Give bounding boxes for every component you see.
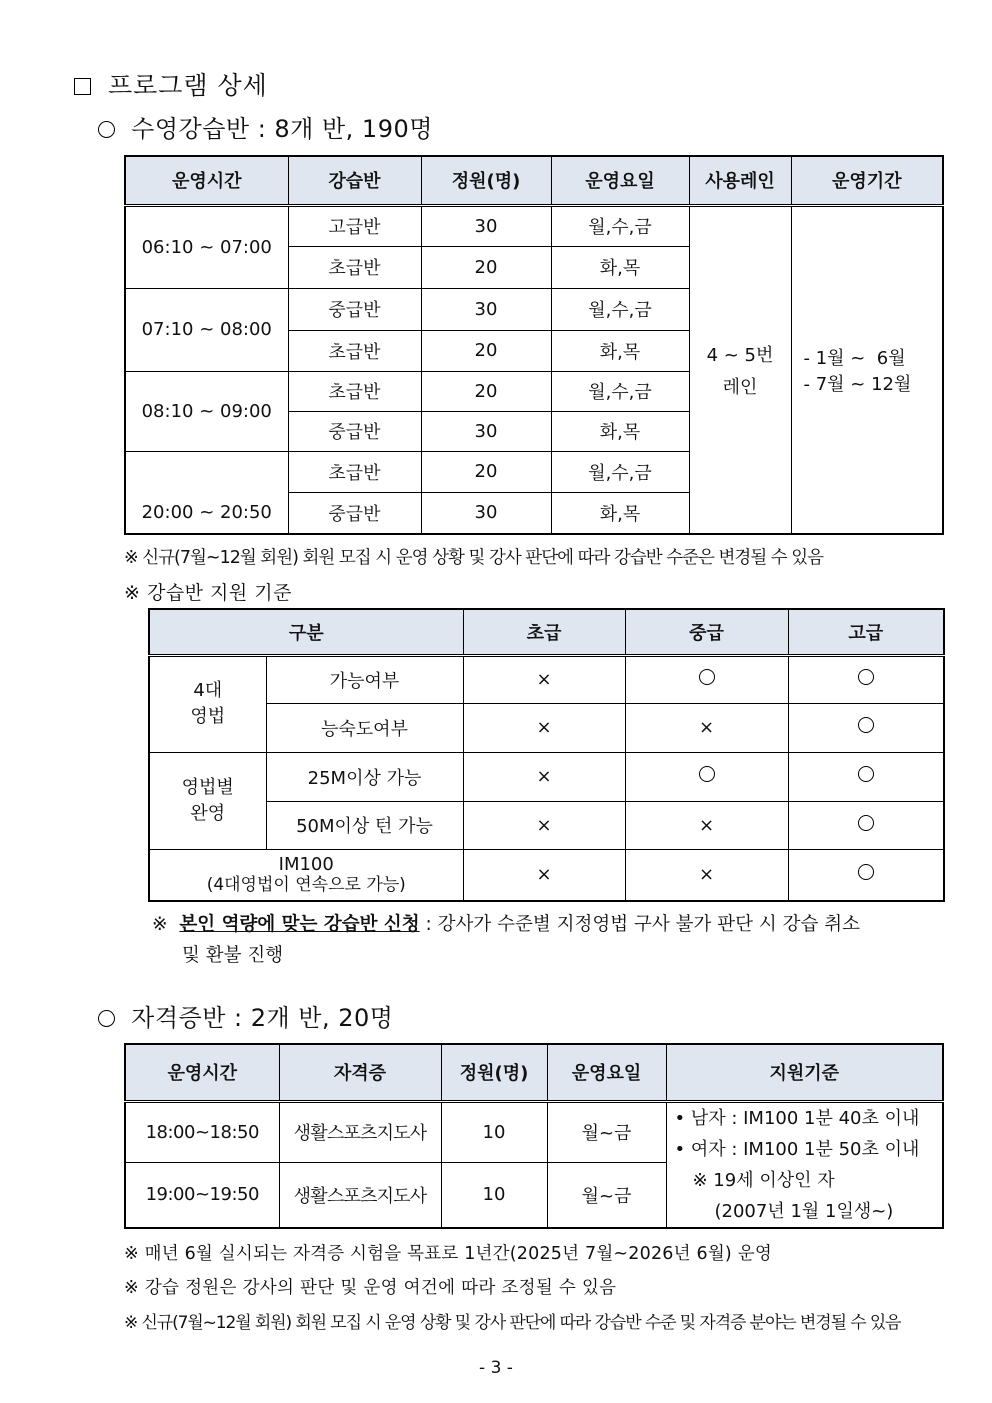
table-row <box>149 801 944 849</box>
circle-bullet-icon <box>98 1010 115 1027</box>
criteria-line: ※ 19세 이상인 자 <box>692 1169 835 1191</box>
days-cell: 화,목 <box>551 411 689 451</box>
capacity-cell: 20 <box>421 371 551 411</box>
im-label <box>149 849 463 901</box>
x-mark-icon: × <box>536 669 552 690</box>
lane-line: 4 ~ 5번 <box>706 344 774 366</box>
table-row <box>149 849 944 901</box>
time-cell: 08:10 ~ 09:00 <box>125 371 288 451</box>
swim-header: 사용레인 <box>689 156 791 205</box>
capacity-cell: 30 <box>421 492 551 534</box>
circle-mark-icon <box>699 766 715 782</box>
class-cell: 초급반 <box>288 371 421 411</box>
x-mark-icon: × <box>536 864 552 886</box>
capacity-cell: 20 <box>421 451 551 492</box>
cert-criteria-cell <box>666 1101 943 1228</box>
page-number: - 3 - <box>479 1358 513 1378</box>
criteria-header: 고급 <box>788 609 944 655</box>
cert-header: 지원기준 <box>666 1044 943 1101</box>
period-cell <box>791 205 943 534</box>
table-row <box>149 703 944 752</box>
cert-table <box>124 1043 944 1229</box>
days-cell: 월,수,금 <box>551 205 689 246</box>
days-cell: 월,수,금 <box>551 451 689 492</box>
days-cell: 월,수,금 <box>551 288 689 330</box>
swim-header: 운영요일 <box>551 156 689 205</box>
x-mark-icon: × <box>698 864 715 886</box>
cert-name-cell: 생활스포츠지도사 <box>279 1163 441 1228</box>
criteria-header: 중급 <box>625 609 788 655</box>
cert-heading <box>98 998 393 1033</box>
cert-name-cell: 생활스포츠지도사 <box>279 1101 441 1163</box>
cert-header: 운영시간 <box>125 1044 279 1101</box>
x-mark-icon: × <box>536 814 552 836</box>
table-row <box>125 1101 943 1163</box>
criteria-header: 초급 <box>463 609 625 655</box>
criteria-header: 구분 <box>149 609 463 655</box>
section-heading <box>74 66 268 102</box>
mark-o <box>625 655 788 703</box>
cert-days-cell: 월~금 <box>547 1163 666 1228</box>
cert-days-cell: 월~금 <box>547 1101 666 1163</box>
criteria-caption: ※ 강습반 지원 기준 <box>124 582 293 604</box>
cert-header: 자격증 <box>279 1044 441 1101</box>
lane-line: 레인 <box>722 376 758 398</box>
class-cell: 초급반 <box>288 451 421 492</box>
note-mark: ※ <box>152 914 168 935</box>
group-label: 영법별 완영 <box>149 752 266 849</box>
x-mark-icon: × <box>698 717 715 738</box>
criteria-note-line2: 및 환불 진행 <box>182 945 284 966</box>
mark-o <box>788 703 944 752</box>
class-cell: 중급반 <box>288 288 421 330</box>
mark-o <box>788 849 944 901</box>
time-cell: 06:10 ~ 07:00 <box>125 205 288 288</box>
mark-x <box>625 801 788 849</box>
cert-header: 운영요일 <box>547 1044 666 1101</box>
criteria-line: • 남자 : IM100 1분 40초 이내 <box>674 1107 920 1129</box>
mark-x <box>463 752 625 801</box>
mark-x <box>463 655 625 703</box>
criteria-line: (2007년 1월 1일생~) <box>714 1200 894 1222</box>
criteria-label: 능숙도여부 <box>266 703 463 752</box>
x-mark-icon: × <box>536 717 552 738</box>
section-title: 프로그램 상세 <box>107 71 268 100</box>
cert-time-cell: 18:00~18:50 <box>125 1101 279 1163</box>
mark-o <box>788 655 944 703</box>
circle-mark-icon <box>858 864 874 880</box>
cert-note: ※ 매년 6월 실시되는 자격증 시험을 목표로 1년간(2025년 7월~2026년 6월) 운영 <box>124 1244 772 1264</box>
mark-x <box>463 849 625 901</box>
time-cell: 07:10 ~ 08:00 <box>125 288 288 371</box>
group-label: 4대 영법 <box>149 655 266 752</box>
x-mark-icon: × <box>536 766 552 787</box>
circle-mark-icon <box>699 669 715 685</box>
lane-cell <box>689 205 791 534</box>
swim-header: 운영시간 <box>125 156 288 205</box>
capacity-cell: 30 <box>421 205 551 246</box>
mark-o <box>625 752 788 801</box>
circle-bullet-icon <box>98 121 115 138</box>
note-emphasis: 본인 역량에 맞는 강습반 신청 <box>179 914 420 935</box>
capacity-cell: 20 <box>421 330 551 371</box>
mark-o <box>788 801 944 849</box>
capacity-cell: 30 <box>421 288 551 330</box>
swim-header: 운영기간 <box>791 156 943 205</box>
days-cell: 화,목 <box>551 492 689 534</box>
table-row <box>149 752 944 801</box>
time-cell: 20:00 ~ 20:50 <box>125 451 288 534</box>
table-row <box>125 205 943 246</box>
circle-mark-icon <box>858 766 874 782</box>
mark-o <box>788 752 944 801</box>
swim-header: 정원(명) <box>421 156 551 205</box>
circle-mark-icon <box>858 669 874 685</box>
swim-note: ※ 신규(7월~12월 회원) 회원 모집 시 운영 상황 및 강사 판단에 따라 강습반 수준은 변경될 수 있음 <box>124 548 824 568</box>
days-cell: 월,수,금 <box>551 371 689 411</box>
cert-time-cell: 19:00~19:50 <box>125 1163 279 1228</box>
class-cell: 초급반 <box>288 246 421 288</box>
mark-x <box>625 849 788 901</box>
im-line: (4대영법이 연속으로 가능) <box>206 874 406 895</box>
criteria-line: • 여자 : IM100 1분 50초 이내 <box>674 1138 920 1160</box>
class-cell: 고급반 <box>288 205 421 246</box>
cert-title: 자격증반 : 2개 반, 20명 <box>131 1004 394 1032</box>
swim-title: 수영강습반 : 8개 반, 190명 <box>131 115 433 143</box>
cert-capacity-cell: 10 <box>441 1163 547 1228</box>
criteria-label: 25M이상 가능 <box>266 752 463 801</box>
criteria-note <box>152 910 944 936</box>
circle-mark-icon <box>858 815 874 831</box>
period-line: - 7월 ~ 12월 <box>803 373 912 395</box>
class-cell: 중급반 <box>288 411 421 451</box>
note-text: : 강사가 수준별 지정영법 구사 불가 판단 시 강습 취소 <box>419 914 860 935</box>
mark-x <box>463 703 625 752</box>
cert-note: ※ 신규(7월~12월 회원) 회원 모집 시 운영 상황 및 강사 판단에 따라 강습반 수준 및 자격증 분야는 변경될 수 있음 <box>124 1313 901 1333</box>
square-bullet-icon <box>74 78 91 95</box>
table-row <box>149 655 944 703</box>
period-line: - 1월 ~ 6월 <box>803 347 906 369</box>
cert-note: ※ 강습 정원은 강사의 판단 및 운영 여건에 따라 조정될 수 있음 <box>124 1278 617 1298</box>
circle-mark-icon <box>858 717 874 733</box>
days-cell: 화,목 <box>551 330 689 371</box>
days-cell: 화,목 <box>551 246 689 288</box>
swim-table <box>124 155 944 535</box>
swim-heading <box>98 109 433 144</box>
cert-header: 정원(명) <box>441 1044 547 1101</box>
im-line: IM100 <box>278 853 334 875</box>
mark-x <box>463 801 625 849</box>
capacity-cell: 30 <box>421 411 551 451</box>
capacity-cell: 20 <box>421 246 551 288</box>
criteria-table <box>148 608 945 902</box>
criteria-label: 가능여부 <box>266 655 463 703</box>
criteria-label: 50M이상 턴 가능 <box>266 801 463 849</box>
x-mark-icon: × <box>698 814 715 836</box>
swim-header: 강습반 <box>288 156 421 205</box>
class-cell: 중급반 <box>288 492 421 534</box>
cert-capacity-cell: 10 <box>441 1101 547 1163</box>
mark-x <box>625 703 788 752</box>
class-cell: 초급반 <box>288 330 421 371</box>
